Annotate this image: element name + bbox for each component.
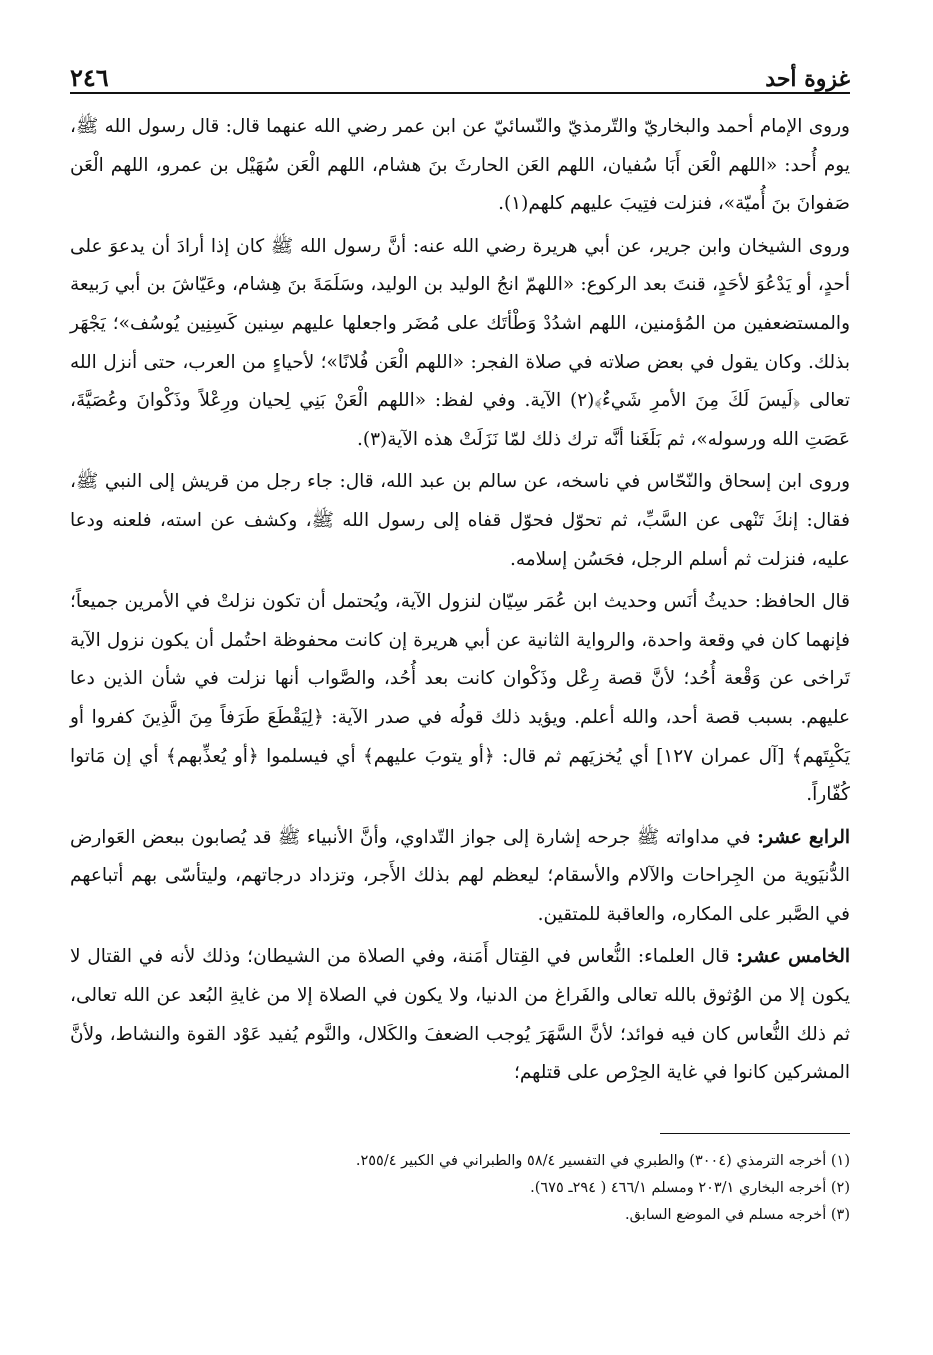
page-number: ٢٤٦ [70,63,109,92]
paragraph: وروى ابن إسحاق والنّحّاس في ناسخه، عن سالم بن عبد الله، قال: جاء رجل من قريش إلى النبي ﷺ، فقال: إنكَ تَنْهى عن السَّبِّ، ثم تحوّل فحوّل قفاه إلى رسول الله ﷺ، وكشف عن استه، فلعنه ودعا عليه، فنزلت ثم أسلم الرجل، فحَسُن إسلامه. [70,471,850,570]
footnote: (١) أخرجه الترمذي (٣٠٠٤) والطبري في التفسير ٥٨/٤ والطبراني في الكبير ٢٥٥/٤. [355,1152,850,1169]
main-text [70,108,850,1093]
paragraph: الخامس عشر: قال العلماء: النُّعاس في القِتال أَمَنة، وفي الصلاة من الشيطان؛ وذلك لأنه في القتال لا يكون إلا من الوُثوق بالله تعالى والفَراغ من الدنيا، ولا يكون في الصلاة إلا من غايةِ البُعد عن الله تعالى، ثم ذلك النُّعاس كان فيه فوائد؛ لأنَّ السَّهَرَ يُوجب الضعفَ والكَلال، والنَّوم يُفيد عَوْد القوة والنشاط، ولأنَّ المشركين كانوا في غاية الحِرْص على قتلهم؛ [70,946,850,1084]
footnote: (٣) أخرجه مسلم في الموضع السابق. [625,1206,850,1223]
footnote: (٢) أخرجه البخاري ٢٠٣/١ ومسلم ٤٦٦/١ ( ٢٩٤ـ ٦٧٥). [530,1179,850,1196]
section-heading: الرابع عشر: [757,826,851,848]
paragraph: وروى الإمام أحمد والبخاريّ والتّرمذيّ والنّسائيّ عن ابن عمر رضي الله عنهما قال: قال رسول الله ﷺ، يوم أُحد: «اللهم الْعَن أَبَا سُفيان، اللهم العَن الحارثَ بنَ هشام، اللهم الْعَن سُهَيْل بن عمرو، اللهم الْعَن صَفوانَ بنَ أُميّة»، فنزلت فتِيبَ عليهم كلهم(١). [70,116,850,215]
footnotes [70,1148,850,1229]
document-page [70,52,850,1229]
paragraph: الرابع عشر: في مداواته ﷺ جرحه إشارة إلى جواز التّداوي، وأنَّ الأنبياء ﷺ قد يُصابون ببعض العَوارض الدُّنيَوية من الجِراحات والآلام والأسقام؛ ليعظم لهم بذلك الأَجر، وتزداد درجاتهم، وليتأسّى بهم أتباعهم في الصَّبر على المكاره، والعاقبة للمتقين. [70,826,851,925]
section-heading: الخامس عشر: [736,946,850,968]
chapter-title: غزوة أحد [765,66,850,92]
paragraph: قال الحافظ: حديثُ أنَس وحديث ابن عُمَر سِيّان لنزول الآية، ويُحتمل أن تكون نزلتْ في الأمرين جميعاً؛ فإنهما كان في وقعة واحدة، والرواية الثانية عن أبي هريرة إن كانت محفوظة احتُمل أن يكون نزول الآية تَراخى عن وَقْعة أُحُد؛ لأنَّ قصة رِعْل وذَكْوان كانت بعد أُحُد، والصَّواب أنها نزلت في شأن الذين دعا عليهم. بسبب قصة أحد، والله أعلم. ويؤيد ذلك قولُه في صدر الآية: ﴿لِيَقْطَعَ طَرَفاً مِنَ الَّذِينَ كفروا أو يَكْبِتَهم﴾ [آل عمران ١٢٧] أي يُخزيَهم ثم قال: ﴿أو يتوبَ عليهم﴾ أي فيسلموا ﴿أو يُعذِّبهم﴾ أي إن مَاتوا كُفّاراً. [70,591,850,806]
paragraph: وروى الشيخان وابن جرير، عن أبي هريرة رضي الله عنه: أنَّ رسول الله ﷺ كان إذا أرادَ أن يدعوَ على أحدٍ، أو يَدْعُوَ لأحَدٍ، قنتَ بعد الركوع: «اللهمّ انجُ الوليد بن الوليد، وسَلَمَةَ بنَ هِشام، وعَيّاشَ بن أبي رَبيعة والمستضعفين من المُؤمنين، اللهم اشدُدْ وَطْأتَك على مُضَر واجعلها عليهم سِنين كَسِنِين يُوسُف»؛ يَجْهَر بذلك. وكان يقول في بعض صلاته في صلاة الفجر: «اللهم الْعَن فُلانًا»؛ لأحياءٍ من العرب، حتى أنزل الله تعالى ﴿لَيسَ لَكَ مِنَ الأمرِ شَيءٌ﴾(٢) الآية. وفي لفظ: «اللهم الْعَنْ بَنِي لِحيان ورِعْلاً وذَكْوانَ وعُصَيَّةَ، عَصَتِ الله ورسوله»، ثم بَلَغَنا أنَّه ترك ذلك لمّا نَزَلَتْ هذه الآية(٣). [70,235,850,450]
footnote-divider [660,1133,850,1134]
page-header [70,52,850,94]
